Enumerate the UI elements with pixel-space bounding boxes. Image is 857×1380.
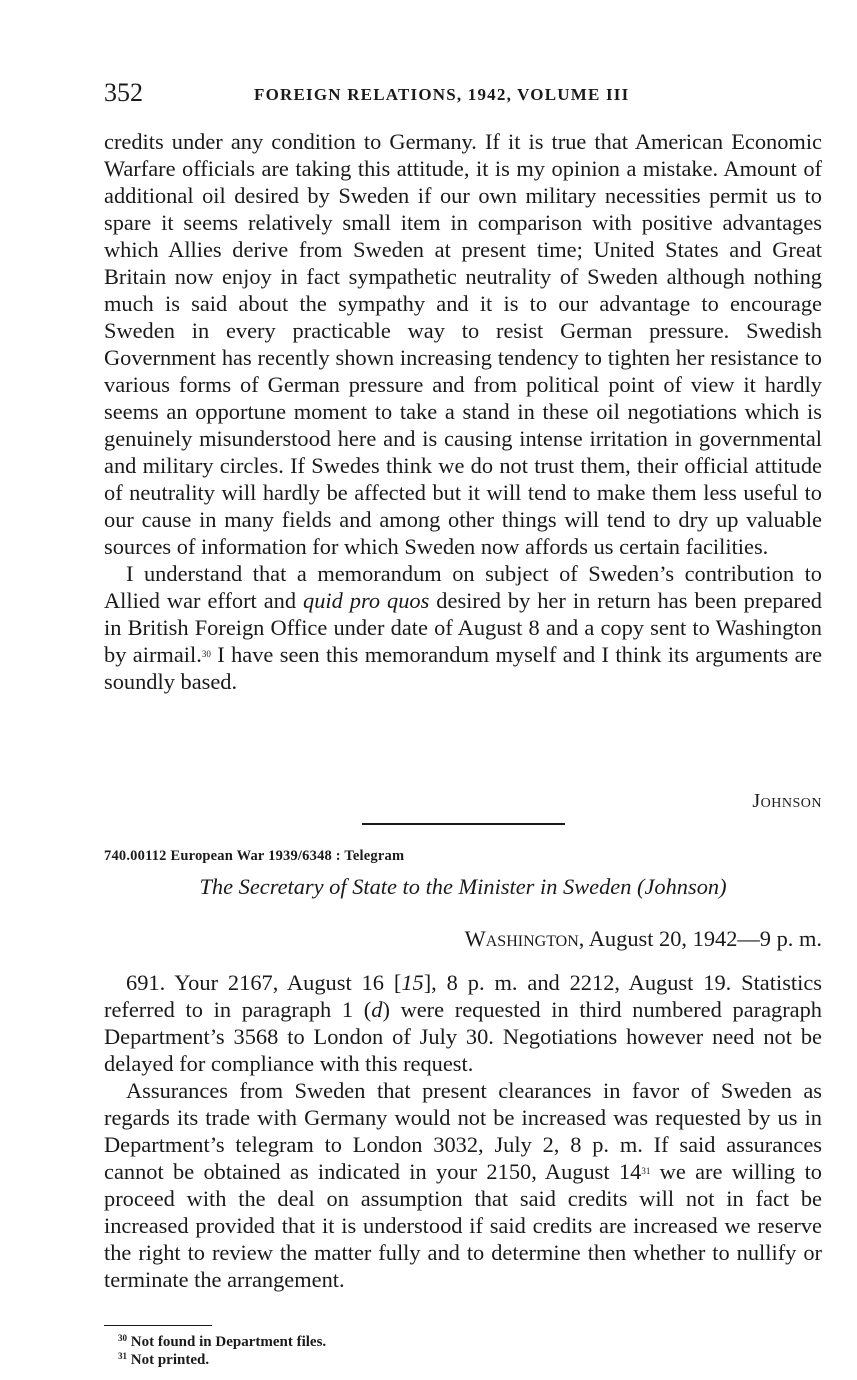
latin-phrase: quid pro quos xyxy=(303,588,430,613)
footnote xyxy=(118,1351,326,1369)
text-run: we are willing to proceed with the deal on assumption that said credits will not in fact be increased provided that it is understood if said credits are increased we reserve the right to review the matter fully and to determine then whether to nullify or terminate the arrangement. xyxy=(104,1159,822,1292)
body-paragraph xyxy=(104,969,822,1077)
text-run: I understand that a memorandum on subject of Sweden’s contribution to Allied war effort and xyxy=(104,561,822,613)
footnote-ref[interactable]: 30 xyxy=(201,649,211,659)
footnotes xyxy=(118,1333,326,1369)
footnote-mark: 30 xyxy=(118,1333,127,1343)
dateline-place: Washington xyxy=(464,926,579,951)
footnote-ref[interactable]: 31 xyxy=(641,1166,651,1176)
footnote-mark: 31 xyxy=(118,1351,127,1361)
section-divider xyxy=(362,823,565,825)
italic-number: 15 xyxy=(401,970,424,995)
body-paragraph xyxy=(104,1077,822,1293)
text-run: ], 8 p. m. and 2212, August 19. Statistics referred to in paragraph 1 ( xyxy=(104,970,822,1022)
text-run: desired by her in return has been prepared in British Foreign Office under date of August 8 and a copy sent to Washington by airmail. xyxy=(104,588,822,667)
body-paragraph: credits under any condition to Germany. If it is true that American Economic Warfare officials are taking this attitude, it is my opinion a mistake. Amount of additional oil desired by Sweden if our own military necessities permit us to spare it seems relatively small item in comparison with positive advantages which Allies derive from Sweden at present time; United States and Great Britain now enjoy in fact sympathetic neutrality of Sweden although nothing much is said about the sympathy and it is to our advantage to encourage Sweden in every practicable way to resist German pressure. Swedish Government has recently shown increasing tendency to tighten her resistance to various forms of German pressure and from political point of view it hardly seems an opportune moment to take a stand in these oil negotiations which is genuinely misunderstood here and is causing intense irritation in governmental and military circles. If Swedes think we do not trust them, their official attitude of neutrality will hardly be affected but it will tend to make them less useful to our cause in many fields and among other things will tend to dry up valuable sources of information for which Sweden now affords us certain facilities. xyxy=(104,129,822,559)
footnote-text: Not found in Department files. xyxy=(130,1334,327,1350)
footnote xyxy=(118,1333,326,1351)
telegram-body xyxy=(104,969,822,1293)
page-number: 352 xyxy=(104,78,143,107)
dateline xyxy=(465,926,822,952)
dateline-date: , August 20, 1942—9 p. m. xyxy=(578,926,822,951)
text-run: I have seen this memorandum myself and I think its arguments are soundly based. xyxy=(104,642,823,694)
telegram-continuation xyxy=(104,128,822,695)
signature: Johnson xyxy=(752,790,822,812)
running-head: FOREIGN RELATIONS, 1942, VOLUME III xyxy=(254,85,630,104)
italic-letter: d xyxy=(371,997,383,1022)
text-run: Assurances from Sweden that present clearances in favor of Sweden as regards its trade with Germany would not be increased was requested by us in Department’s telegram to London 3032, July 2, 8 p. m. If said assurances cannot be obtained as indicated in your 2150, August 14 xyxy=(104,1078,822,1184)
file-number: 740.00112 European War 1939/6348 : Telegram xyxy=(104,848,405,864)
footnote-divider xyxy=(104,1325,212,1326)
page-header xyxy=(104,78,824,112)
document-title: The Secretary of State to the Minister in Sweden (Johnson) xyxy=(199,874,727,899)
body-paragraph xyxy=(104,560,822,695)
text-run: ) were requested in third numbered paragraph Department’s 3568 to London of July 30. Negotiations however need not be delayed for compliance with this request. xyxy=(104,997,823,1076)
footnote-text: Not printed. xyxy=(130,1352,210,1368)
text-run: 691. Your 2167, August 16 [ xyxy=(126,970,402,995)
